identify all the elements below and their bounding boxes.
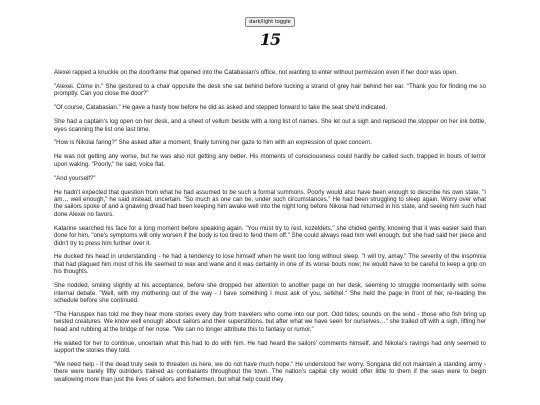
toolbar — [0, 10, 540, 28]
chapter-number: 15 — [259, 30, 281, 49]
paragraph: "We need help - if the dead truly seek to threaten us here, we do not have much hope." He understood her worry. Songana did not maintain a standing army - there were barely fifty outriders trained as combatants throughout the town. The nation's capital city would offer little to them if the seas were to begin swallowing more than just the lives of sailors and fishermen, but what help could they — [54, 360, 486, 383]
chapter-text — [54, 69, 486, 390]
paragraph: She nodded, smiling slightly at his acceptance, before she dropped her attention to another page on her desk, seeming to struggle momentarily with some internal debate. "Well, with my mothering out of the way - I have something I must ask of you, setkhel." She held the page in front of her, re-reading the schedule before she continued. — [54, 282, 486, 304]
paragraph: "Of course, Catabasian." He gave a hasty bow before he did as asked and stepped forward to take the seat she'd indicated. — [54, 104, 388, 112]
paragraph: He was not getting any worse, but he was also not getting any better. His moments of consciousness could hardly be called such, trapped in bouts of terror upon waking. "Poorly," he said, voice flat. — [54, 153, 486, 168]
paragraph: "The Haruspex has told me they hear more stories every day from travelers who come into our port. Odd tides, sounds on the wind - those who fish bring up twisted creatures. We know well enough about sailors and their superstitions, but after what we have seen for ourselves…" she trailed off with a sigh, lifting her head and rubbing at the bridge of her nose. "We can no longer attribute this to fantasy or rumor." — [54, 310, 486, 333]
dark-light-toggle-button[interactable]: dark/light toggle — [245, 17, 294, 27]
paragraph: Alexei rapped a knuckle on the doorframe that opened into the Catabasian's office, not wanting to enter without permission even if her door was open. — [54, 69, 458, 76]
paragraph: He hadn't expected that question from what he had assumed to be such a formal summons. Poorly would also have been enough to describe his own state. "I am… well enough," he said instead, uncertain. "So much as one can be, under such circumstances." He had been struggling to sleep again. Worry over what the sailors spoke of and a gnawing dread had been keeping him awake well into the night long before Nikolai had returned in his state, and seeing him such had done Alexei no favors. — [54, 188, 486, 218]
paragraph: He waited for her to continue, uncertain what this had to do with him. He had heard the sailors' comments himself, and Nikolai's ravings had only seemed to support the stories they told. — [54, 339, 486, 354]
paragraph: Katarine searched his face for a long moment before speaking again. "You must try to rest, kozeldets," she chided gently, knowing that it was easier said than done for him, "one's symptoms will only worsen if the body is too tired to fend them off." She could always read him well enough, but she had said her piece and didn't try to press him further over it. — [54, 224, 486, 247]
paragraph: "How is Nikolai faring?" She asked after a moment, finally turning her gaze to him with an expression of quiet concern. — [54, 139, 372, 147]
paragraph: He ducked his head in understanding - he had a tendency to lose himself when he went too long without sleep. "I will try, amay." The severity of the insomnia that had plagued him most of his life seemed to wax and wane and it was certainly in one of its worse bouts now; he would have to be careful to keep a grip on his thoughts. — [54, 253, 486, 276]
paragraph: "And yourself?" — [54, 174, 96, 182]
paragraph: She had a captain's log open on her desk, and a sheet of vellum beside with a long list of names. She let out a sigh and replaced the stopper on her ink bottle, eyes scanning the list one last time. — [54, 118, 486, 133]
paragraph: "Alexei. Come in." She gestured to a chair opposite the desk she sat behind before tucking a strand of grey hair behind her ear. "Thank you for finding me so promptly. Can you close the door?" — [54, 82, 486, 98]
